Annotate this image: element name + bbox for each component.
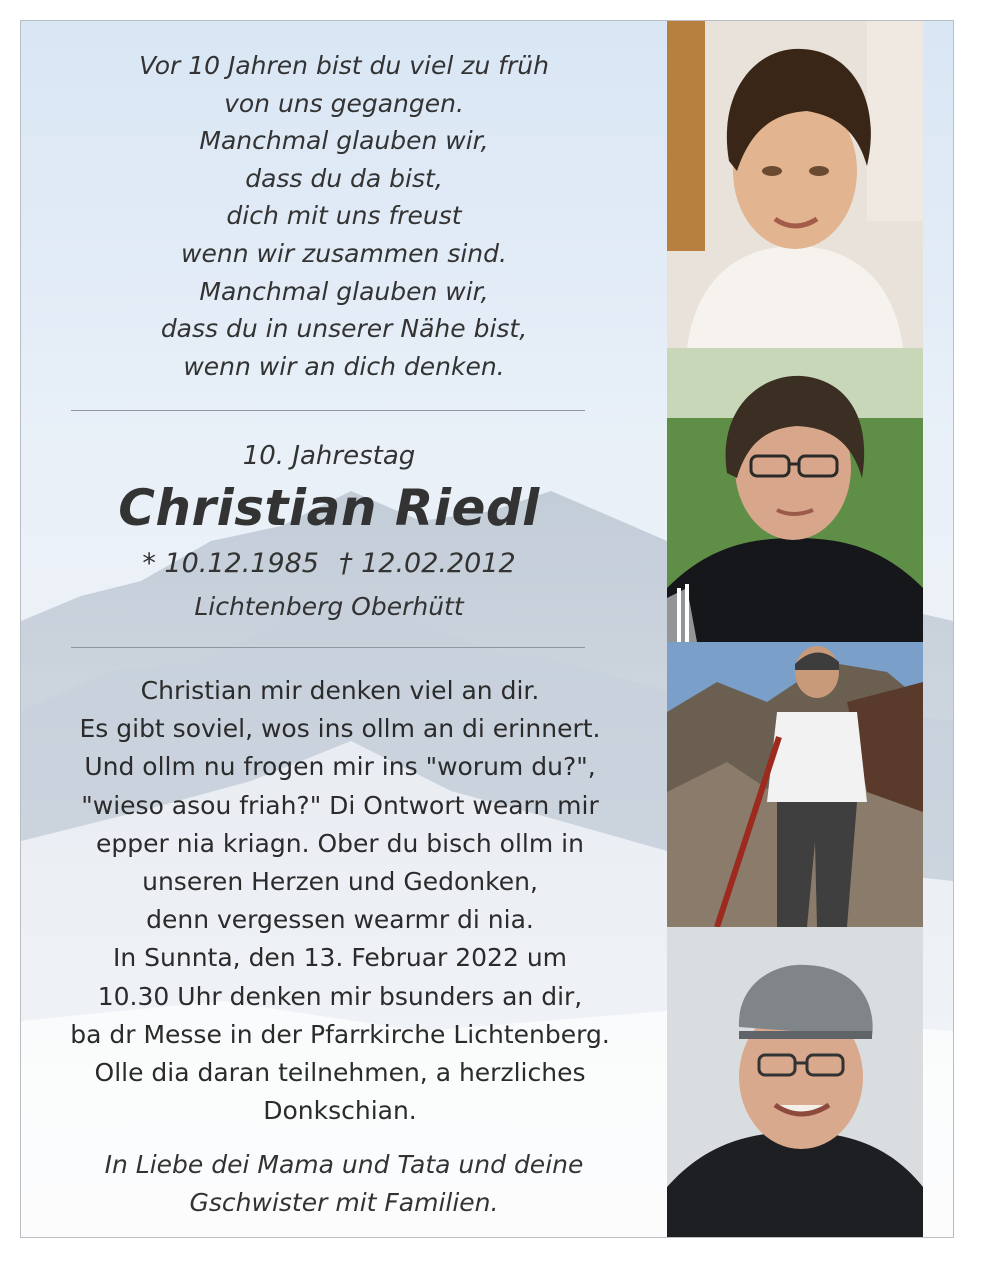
death-date: † 12.02.2012	[339, 548, 516, 579]
memorial-card	[20, 20, 954, 1238]
life-dates	[21, 548, 637, 579]
memorial-message: Christian mir denken viel an dir. Es gibt soviel, wos ins ollm an di erinnert. Und ollm nu frogen mir ins "worum du?", "wieso asou friah?" Di Ontwort wearn mir epper nia kriagn. Ober du bisch ollm in unseren Herzen und Gedonken, denn vergessen wearmr di nia. In Sunnta, den 13. Februar 2022 um 10.30 Uhr denken mir bsunders an dir, ba dr Messe in der Pfarrkirche Lichtenberg. Olle dia daran teilnehmen, a herzliches Donkschian.	[70, 676, 610, 1126]
anniversary-label: 10. Jahrestag	[242, 441, 416, 471]
hometown: Lichtenberg Oberhütt	[194, 592, 464, 621]
birth-date: * 10.12.1985	[142, 548, 319, 579]
family-signature: In Liebe dei Mama und Tata und deine Gschwister mit Familien.	[104, 1150, 584, 1217]
portrait-photo-2	[667, 348, 923, 642]
portrait-photo-3	[667, 927, 923, 1237]
portrait-photo-1	[667, 21, 923, 348]
memorial-poem: Vor 10 Jahren bist du viel zu früh von uns gegangen. Manchmal glauben wir, dass du da bist, dich mit uns freust wenn wir zusammen sind. Manchmal glauben wir, dass du in unserer Nähe bist, wenn wir an dich denken.	[139, 51, 549, 381]
divider-top	[71, 410, 585, 411]
text-column	[21, 21, 667, 1237]
deceased-name: Christian Riedl	[118, 479, 540, 537]
divider-bottom	[71, 647, 585, 648]
hiking-photo	[667, 642, 923, 927]
photo-column	[667, 21, 923, 1237]
